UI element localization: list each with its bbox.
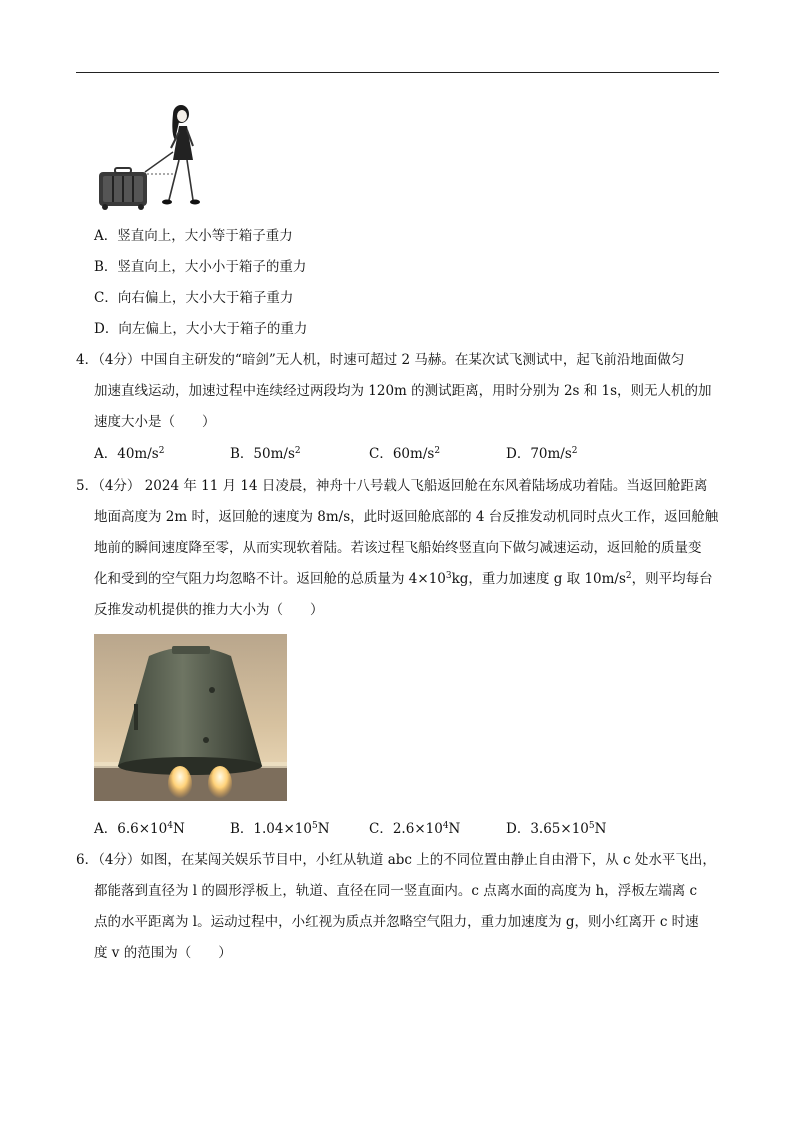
q5-option-b: B．$1.04\times 10^5N$ [230,821,330,837]
return-capsule-photo [94,634,287,801]
q3-option-c: C．向右偏上，大小大于箱子重力 [94,290,294,306]
q4-option-b: B．$50m/s^2$ [230,446,301,462]
q3-option-d: D．向左偏上，大小大于箱子的重力 [94,321,308,337]
q4-stem-line-1: 4．（4分）中国自主研发的“暗剑”无人机，时速可超过 2 马赫。在某次试飞测试中，起飞前沿地面做匀 [76,352,685,368]
q6-stem-line-4: 度 v 的范围为（ ） [94,945,232,961]
q5-option-d: D．$3.65\times 10^5N$ [506,821,607,837]
q5-stem-line-4: 化和受到的空气阻力均忽略不计。返回舱的总质量为 $4\times 10^3kg$，重力加速度 g 取 $10m/s^2$，则平均每台 [94,571,713,587]
q5-stem-line-2: 地面高度为 2m 时，返回舱的速度为 8m/s，此时返回舱底部的 4 台反推发动机同时点火工作，返回舱触 [94,509,719,525]
q5-stem-line-5: 反推发动机提供的推力大小为（ ） [94,602,324,618]
q4-stem-line-3: 速度大小是（ ） [94,414,216,430]
q6-stem-line-1: 6．（4分）如图，在某闯关娱乐节目中，小红从轨道 abc 上的不同位置由静止自由滑下，从 c 处水平飞出， [76,852,716,868]
q5-stem-line-3: 地前的瞬间速度降至零，从而实现软着陆。若该过程飞船始终竖直向下做匀减速运动，返回舱的质量变 [94,540,702,556]
header-rule [76,72,719,73]
girl-pulling-suitcase-figure [95,100,210,212]
q4-stem-line-2: 加速直线运动，加速过程中连续经过两段均为 120m 的测试距离，用时分别为 2s 和 1s，则无人机的加 [94,383,712,399]
q5-option-c: C．$2.6\times 10^4N$ [369,821,461,837]
q4-option-c: C．$60m/s^2$ [369,446,441,462]
q3-option-a: A．竖直向上，大小等于箱子重力 [94,228,293,244]
q4-option-d: D．$70m/s^2$ [506,446,578,462]
q5-option-a: A．$6.6\times 10^4N$ [94,821,185,837]
q6-stem-line-2: 都能落到直径为 l 的圆形浮板上，轨道、直径在同一竖直面内。c 点离水面的高度为 h，浮板左端离 c [94,883,698,899]
q3-option-b: B．竖直向上，大小小于箱子的重力 [94,259,307,275]
q4-option-a: A．$40m/s^2$ [94,446,165,462]
q5-stem-line-1: 5．（4分） 2024 年 11 月 14 日凌晨，神舟十八号载人飞船返回舱在东风着陆场成功着陆。当返回舱距离 [76,478,708,494]
q6-stem-line-3: 点的水平距离为 l。运动过程中，小红视为质点并忽略空气阻力，重力加速度为 g，则小红离开 c 时速 [94,914,699,930]
